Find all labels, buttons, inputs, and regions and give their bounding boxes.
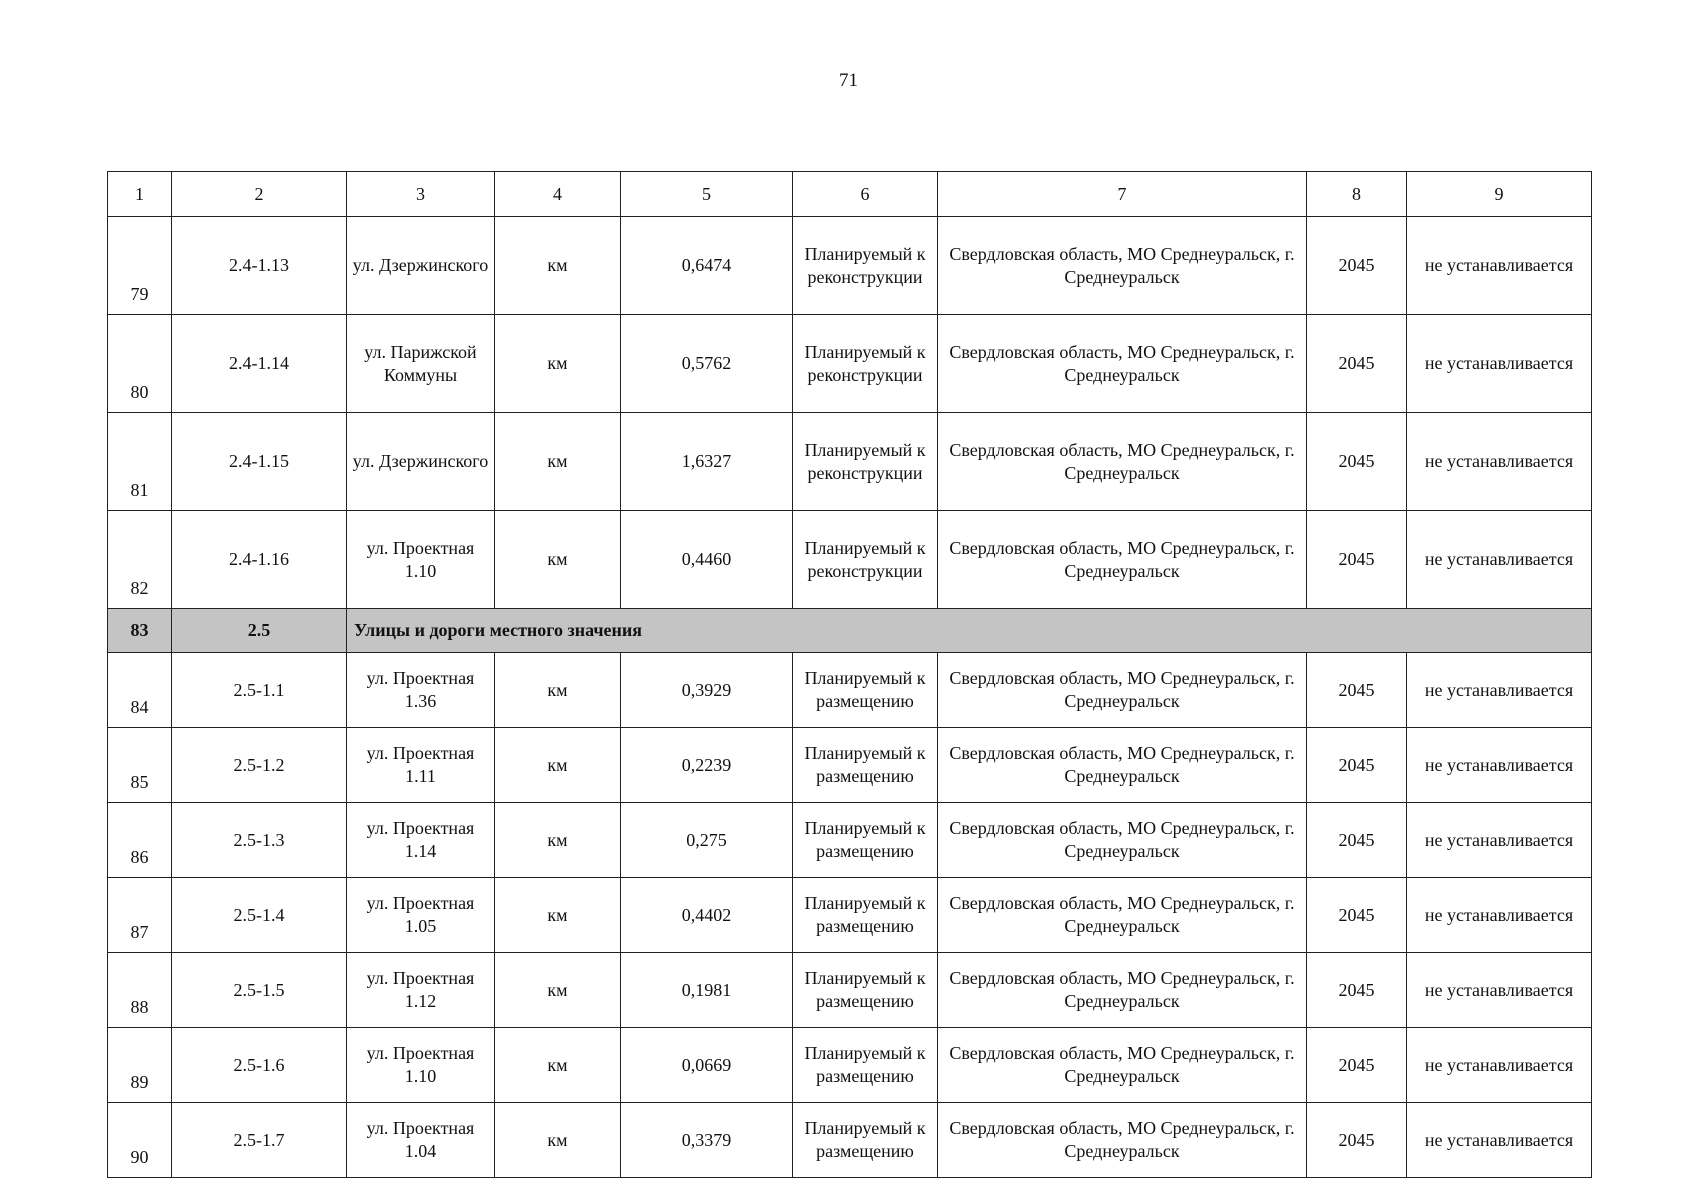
object-location: Свердловская область, МО Среднеуральск, г. Среднеуральск [938,878,1307,953]
section-number: 83 [108,609,172,653]
zone-info: не устанавливается [1407,653,1592,728]
table-row [108,953,1592,1028]
object-name: ул. Парижской Коммуны [347,315,495,413]
object-location: Свердловская область, МО Среднеуральск, г. Среднеуральск [938,315,1307,413]
row-number: 81 [108,413,172,511]
object-name: ул. Дзержинского [347,217,495,315]
target-year: 2045 [1307,1103,1407,1178]
length-value: 0,3929 [621,653,793,728]
section-row [108,609,1592,653]
row-number: 88 [108,953,172,1028]
length-value: 0,6474 [621,217,793,315]
length-value: 0,4402 [621,878,793,953]
object-status: Планируемый к размещению [793,878,938,953]
length-value: 1,6327 [621,413,793,511]
object-code: 2.4-1.16 [172,511,347,609]
section-code: 2.5 [172,609,347,653]
length-value: 0,1981 [621,953,793,1028]
table-row [108,217,1592,315]
target-year: 2045 [1307,728,1407,803]
object-name: ул. Проектная 1.10 [347,1028,495,1103]
object-name: ул. Проектная 1.14 [347,803,495,878]
table-row [108,511,1592,609]
column-header: 9 [1407,172,1592,217]
object-code: 2.5-1.4 [172,878,347,953]
zone-info: не устанавливается [1407,1103,1592,1178]
object-location: Свердловская область, МО Среднеуральск, г. Среднеуральск [938,953,1307,1028]
target-year: 2045 [1307,217,1407,315]
object-location: Свердловская область, МО Среднеуральск, г. Среднеуральск [938,653,1307,728]
column-header: 8 [1307,172,1407,217]
length-value: 0,3379 [621,1103,793,1178]
row-number: 85 [108,728,172,803]
object-location: Свердловская область, МО Среднеуральск, г. Среднеуральск [938,1103,1307,1178]
row-number: 79 [108,217,172,315]
object-code: 2.5-1.6 [172,1028,347,1103]
object-name: ул. Проектная 1.04 [347,1103,495,1178]
object-status: Планируемый к размещению [793,1103,938,1178]
object-location: Свердловская область, МО Среднеуральск, г. Среднеуральск [938,511,1307,609]
zone-info: не устанавливается [1407,217,1592,315]
object-name: ул. Проектная 1.12 [347,953,495,1028]
column-header: 6 [793,172,938,217]
object-name: ул. Дзержинского [347,413,495,511]
object-status: Планируемый к реконструкции [793,315,938,413]
object-name: ул. Проектная 1.05 [347,878,495,953]
column-header: 3 [347,172,495,217]
object-code: 2.4-1.15 [172,413,347,511]
zone-info: не устанавливается [1407,878,1592,953]
column-header: 7 [938,172,1307,217]
object-code: 2.5-1.5 [172,953,347,1028]
section-title: Улицы и дороги местного значения [347,609,1592,653]
table-row [108,413,1592,511]
zone-info: не устанавливается [1407,511,1592,609]
length-value: 0,4460 [621,511,793,609]
target-year: 2045 [1307,878,1407,953]
object-code: 2.5-1.2 [172,728,347,803]
object-location: Свердловская область, МО Среднеуральск, г. Среднеуральск [938,1028,1307,1103]
target-year: 2045 [1307,953,1407,1028]
target-year: 2045 [1307,803,1407,878]
length-value: 0,5762 [621,315,793,413]
object-location: Свердловская область, МО Среднеуральск, г. Среднеуральск [938,803,1307,878]
column-number-row [108,172,1592,217]
column-header: 5 [621,172,793,217]
object-name: ул. Проектная 1.11 [347,728,495,803]
table-row [108,1103,1592,1178]
column-header: 2 [172,172,347,217]
row-number: 80 [108,315,172,413]
row-number: 82 [108,511,172,609]
table-row [108,728,1592,803]
unit: км [495,413,621,511]
target-year: 2045 [1307,315,1407,413]
unit: км [495,1028,621,1103]
zone-info: не устанавливается [1407,413,1592,511]
target-year: 2045 [1307,1028,1407,1103]
object-status: Планируемый к реконструкции [793,413,938,511]
unit: км [495,511,621,609]
object-status: Планируемый к размещению [793,953,938,1028]
unit: км [495,315,621,413]
target-year: 2045 [1307,511,1407,609]
length-value: 0,0669 [621,1028,793,1103]
unit: км [495,653,621,728]
zone-info: не устанавливается [1407,728,1592,803]
objects-table [107,171,1592,1178]
object-status: Планируемый к размещению [793,1028,938,1103]
unit: км [495,803,621,878]
object-code: 2.4-1.14 [172,315,347,413]
unit: км [495,1103,621,1178]
target-year: 2045 [1307,413,1407,511]
table-row [108,653,1592,728]
table-row [108,315,1592,413]
row-number: 87 [108,878,172,953]
object-code: 2.4-1.13 [172,217,347,315]
unit: км [495,878,621,953]
object-status: Планируемый к размещению [793,803,938,878]
object-status: Планируемый к размещению [793,653,938,728]
length-value: 0,2239 [621,728,793,803]
object-code: 2.5-1.3 [172,803,347,878]
unit: км [495,217,621,315]
object-location: Свердловская область, МО Среднеуральск, г. Среднеуральск [938,413,1307,511]
zone-info: не устанавливается [1407,1028,1592,1103]
object-location: Свердловская область, МО Среднеуральск, г. Среднеуральск [938,217,1307,315]
table-row [108,1028,1592,1103]
zone-info: не устанавливается [1407,803,1592,878]
table-row [108,878,1592,953]
row-number: 84 [108,653,172,728]
object-code: 2.5-1.7 [172,1103,347,1178]
zone-info: не устанавливается [1407,315,1592,413]
object-status: Планируемый к размещению [793,728,938,803]
length-value: 0,275 [621,803,793,878]
column-header: 4 [495,172,621,217]
row-number: 86 [108,803,172,878]
object-name: ул. Проектная 1.10 [347,511,495,609]
object-location: Свердловская область, МО Среднеуральск, г. Среднеуральск [938,728,1307,803]
object-status: Планируемый к реконструкции [793,217,938,315]
row-number: 89 [108,1028,172,1103]
object-code: 2.5-1.1 [172,653,347,728]
row-number: 90 [108,1103,172,1178]
object-status: Планируемый к реконструкции [793,511,938,609]
object-name: ул. Проектная 1.36 [347,653,495,728]
unit: км [495,728,621,803]
table-row [108,803,1592,878]
page-number: 71 [839,70,858,91]
target-year: 2045 [1307,653,1407,728]
zone-info: не устанавливается [1407,953,1592,1028]
column-header: 1 [108,172,172,217]
unit: км [495,953,621,1028]
